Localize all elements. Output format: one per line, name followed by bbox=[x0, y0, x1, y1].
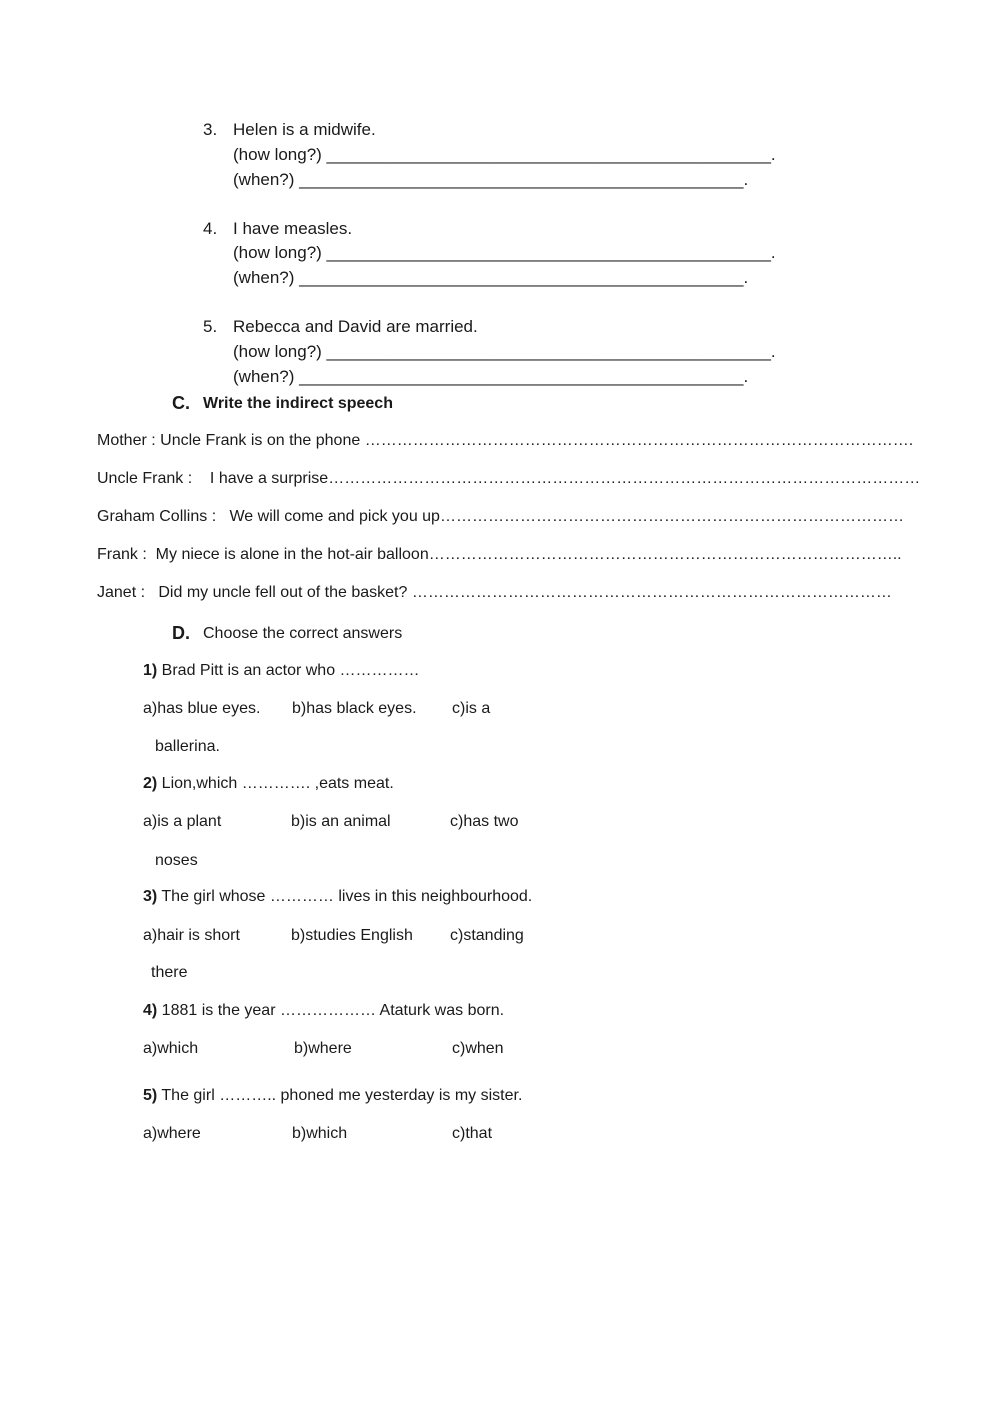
speech-line[interactable]: Janet : Did my uncle fell out of the basket? ……………………………………………………………………………… bbox=[97, 584, 892, 601]
speech-line[interactable]: Graham Collins : We will come and pick you up…………………………………………………………………………… bbox=[97, 508, 904, 525]
question-text: The girl ……….. phoned me yesterday is my sister. bbox=[157, 1087, 523, 1104]
question-text: The girl whose ………… lives in this neighbourhood. bbox=[157, 888, 533, 905]
question-number: 1) bbox=[143, 662, 158, 679]
item-number: 3. bbox=[203, 120, 218, 139]
question-5 bbox=[143, 1087, 522, 1105]
question-text: Lion,which …………. ,eats meat. bbox=[157, 775, 394, 792]
when-blank[interactable]: (when?) _______________________________________________. bbox=[233, 367, 749, 386]
how-long-blank[interactable]: (how long?) _______________________________________________. bbox=[233, 145, 776, 164]
item-number: 5. bbox=[203, 317, 218, 336]
when-blank[interactable]: (when?) _______________________________________________. bbox=[233, 170, 749, 189]
section-title: Write the indirect speech bbox=[203, 395, 393, 412]
option-a[interactable]: a)hair is short bbox=[143, 927, 240, 944]
option-c-continued: noses bbox=[155, 852, 198, 869]
when-blank[interactable]: (when?) _______________________________________________. bbox=[233, 268, 749, 287]
option-b[interactable]: b)studies English bbox=[291, 927, 413, 944]
option-b[interactable]: b)where bbox=[294, 1040, 352, 1057]
question-number: 2) bbox=[143, 775, 158, 792]
question-4 bbox=[143, 1002, 504, 1020]
question-text: 1881 is the year ……………… Ataturk was born. bbox=[157, 1002, 505, 1019]
speech-line[interactable]: Mother : Uncle Frank is on the phone …………………………………………………………………………………………. bbox=[97, 432, 914, 449]
option-c[interactable]: c)has two bbox=[450, 813, 519, 830]
option-a[interactable]: a)where bbox=[143, 1125, 201, 1142]
option-c[interactable]: c)that bbox=[452, 1125, 493, 1142]
question-2 bbox=[143, 775, 394, 793]
section-letter: D. bbox=[172, 623, 190, 643]
option-c-continued: ballerina. bbox=[155, 738, 220, 755]
item-sentence: Rebecca and David are married. bbox=[233, 317, 478, 336]
speech-line[interactable]: Frank : My niece is alone in the hot-air balloon…………………………………………………………………………….. bbox=[97, 546, 902, 563]
option-c[interactable]: c)is a bbox=[452, 700, 491, 717]
question-3 bbox=[143, 888, 532, 906]
option-c[interactable]: c)when bbox=[452, 1040, 504, 1057]
speech-line[interactable]: Uncle Frank : I have a surprise………………………………………………………………………………………………… bbox=[97, 470, 921, 487]
option-b[interactable]: b)is an animal bbox=[291, 813, 391, 830]
option-c[interactable]: c)standing bbox=[450, 927, 524, 944]
question-1 bbox=[143, 662, 420, 680]
option-c-continued: there bbox=[151, 964, 188, 981]
item-number: 4. bbox=[203, 219, 218, 238]
option-b[interactable]: b)which bbox=[292, 1125, 348, 1142]
how-long-blank[interactable]: (how long?) _______________________________________________. bbox=[233, 342, 776, 361]
item-sentence: I have measles. bbox=[233, 219, 353, 238]
section-title: Choose the correct answers bbox=[203, 625, 403, 642]
option-a[interactable]: a)has blue eyes. bbox=[143, 700, 261, 717]
option-a[interactable]: a)is a plant bbox=[143, 813, 222, 830]
section-letter: C. bbox=[172, 393, 190, 413]
option-a[interactable]: a)which bbox=[143, 1040, 199, 1057]
question-number: 3) bbox=[143, 888, 158, 905]
question-number: 5) bbox=[143, 1087, 158, 1104]
option-b[interactable]: b)has black eyes. bbox=[292, 700, 417, 717]
item-sentence: Helen is a midwife. bbox=[233, 120, 376, 139]
question-number: 4) bbox=[143, 1002, 158, 1019]
question-text: Brad Pitt is an actor who …………… bbox=[157, 662, 420, 679]
how-long-blank[interactable]: (how long?) _______________________________________________. bbox=[233, 243, 776, 262]
